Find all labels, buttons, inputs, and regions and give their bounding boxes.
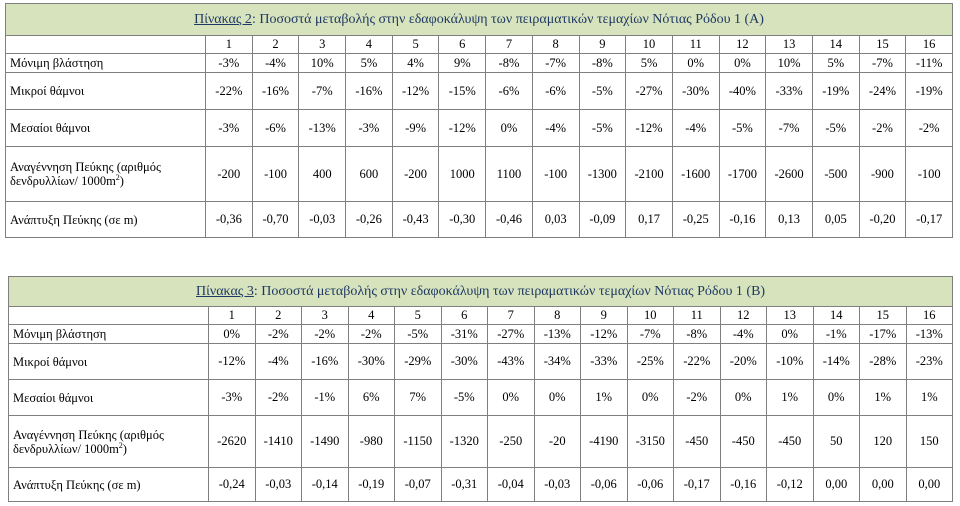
table-row — [6, 73, 953, 110]
table-cell: -0,03 — [255, 468, 302, 502]
table-cell: -19% — [812, 73, 859, 110]
table-3 — [8, 276, 953, 502]
table-cell: -0,25 — [672, 202, 719, 238]
column-header: 9 — [579, 36, 626, 54]
table-cell: -100 — [906, 147, 953, 202]
table-cell: -1300 — [579, 147, 626, 202]
table-cell: -0,09 — [579, 202, 626, 238]
column-header: 10 — [627, 307, 674, 325]
table-title-prefix: Πίνακας 3 — [195, 283, 254, 299]
table-cell: -30% — [672, 73, 719, 110]
table-cell: -12% — [439, 110, 486, 147]
table-cell: -23% — [906, 344, 953, 380]
table-cell: -200 — [392, 147, 439, 202]
table-cell: -0,17 — [906, 202, 953, 238]
table-cell: -28% — [860, 344, 907, 380]
table-cell: -450 — [767, 416, 814, 468]
table-cell: -1700 — [719, 147, 766, 202]
table-cell: -13% — [534, 325, 581, 344]
table-row — [6, 110, 953, 147]
table-cell: -6% — [532, 73, 579, 110]
table-cell: -0,30 — [439, 202, 486, 238]
table-cell: -1150 — [395, 416, 442, 468]
table-cell: -5% — [812, 110, 859, 147]
table-cell: -15% — [439, 73, 486, 110]
table-row — [6, 54, 953, 73]
table-cell: -4% — [255, 344, 302, 380]
row-label: Μεσαίοι θάμνοι — [9, 380, 209, 416]
table-cell: -30% — [441, 344, 488, 380]
column-header: 14 — [813, 307, 860, 325]
table-cell: -13% — [906, 325, 953, 344]
row-label: Αναγέννηση Πεύκης (αριθμός δενδρυλλίων/ $1000m^2$) — [9, 416, 209, 468]
row-label: Ανάπτυξη Πεύκης (σε m) — [6, 202, 206, 238]
table-cell: -500 — [812, 147, 859, 202]
column-header: 3 — [299, 36, 346, 54]
table-title-row — [9, 277, 953, 307]
table-cell: -0,12 — [767, 468, 814, 502]
column-header: 1 — [206, 36, 253, 54]
table-cell: -5% — [441, 380, 488, 416]
unit-superscript: 2 — [115, 172, 120, 182]
table-cell: -20% — [720, 344, 767, 380]
table-row — [9, 468, 953, 502]
table-cell: 0% — [209, 325, 256, 344]
table-cell: -16% — [252, 73, 299, 110]
table-cell: -13% — [299, 110, 346, 147]
table-cell: -43% — [488, 344, 535, 380]
table-cell: -100 — [532, 147, 579, 202]
table-cell: 0% — [813, 380, 860, 416]
table-cell: -22% — [674, 344, 721, 380]
table-cell: 0,13 — [766, 202, 813, 238]
table-cell: -900 — [859, 147, 906, 202]
table-cell: 1% — [581, 380, 628, 416]
table-cell: -20 — [534, 416, 581, 468]
table-cell: -1410 — [255, 416, 302, 468]
table-cell: -34% — [534, 344, 581, 380]
table-cell: -0,06 — [627, 468, 674, 502]
table-cell: -2% — [906, 110, 953, 147]
row-label: Αναγέννηση Πεύκης (αριθμός δενδρυλλίων/ $1000m^2$) — [6, 147, 206, 202]
column-header: 10 — [626, 36, 673, 54]
column-header: 5 — [392, 36, 439, 54]
table-cell: -7% — [299, 73, 346, 110]
table-cell: 10% — [766, 54, 813, 73]
table-cell: 150 — [906, 416, 953, 468]
table-cell: -980 — [348, 416, 395, 468]
table-cell: -1600 — [672, 147, 719, 202]
table-cell: -0,31 — [441, 468, 488, 502]
table-cell: -12% — [581, 325, 628, 344]
table-cell: 0,00 — [860, 468, 907, 502]
table-cell: -5% — [579, 73, 626, 110]
table-cell: -12% — [209, 344, 256, 380]
table-cell: 5% — [626, 54, 673, 73]
table-cell: -8% — [674, 325, 721, 344]
table-cell: 600 — [346, 147, 393, 202]
column-header: 16 — [906, 307, 953, 325]
table-cell: -3% — [209, 380, 256, 416]
table-cell: 1% — [860, 380, 907, 416]
table-cell: 0,03 — [532, 202, 579, 238]
table-cell: -3% — [346, 110, 393, 147]
table-cell: 0% — [534, 380, 581, 416]
table-cell: 0,00 — [906, 468, 953, 502]
table-cell: -25% — [627, 344, 674, 380]
column-header: 9 — [581, 307, 628, 325]
corner-cell — [6, 36, 206, 54]
table-cell: -19% — [906, 73, 953, 110]
table-cell: -11% — [906, 54, 953, 73]
table-cell: -4190 — [581, 416, 628, 468]
table-cell: 0% — [627, 380, 674, 416]
table-cell: -0,16 — [720, 468, 767, 502]
table-title-prefix: Πίνακας 2 — [194, 11, 252, 27]
table-cell: -33% — [581, 344, 628, 380]
column-header: 4 — [348, 307, 395, 325]
column-header: 12 — [720, 307, 767, 325]
table-cell: -9% — [392, 110, 439, 147]
table-cell: -0,36 — [206, 202, 253, 238]
table-cell: -250 — [488, 416, 535, 468]
table-cell: -27% — [488, 325, 535, 344]
column-header: 14 — [812, 36, 859, 54]
table-cell: -40% — [719, 73, 766, 110]
column-header: 13 — [766, 36, 813, 54]
table-cell: -0,14 — [302, 468, 349, 502]
table-cell: -6% — [486, 73, 533, 110]
column-header: 6 — [439, 36, 486, 54]
table-cell: -3% — [206, 110, 253, 147]
column-header: 4 — [346, 36, 393, 54]
table-cell: -100 — [252, 147, 299, 202]
column-header: 2 — [255, 307, 302, 325]
unit-superscript: 2 — [118, 440, 123, 450]
row-label: Μόνιμη βλάστηση — [6, 54, 206, 73]
table-cell: -29% — [395, 344, 442, 380]
table-cell: 120 — [860, 416, 907, 468]
table-cell: -33% — [766, 73, 813, 110]
table-cell: -12% — [626, 110, 673, 147]
column-header: 5 — [395, 307, 442, 325]
table-row — [9, 325, 953, 344]
table-cell: 5% — [346, 54, 393, 73]
table-cell: -2% — [255, 380, 302, 416]
table-cell: -0,06 — [581, 468, 628, 502]
corner-cell — [9, 307, 209, 325]
table-cell: -31% — [441, 325, 488, 344]
row-label: Μόνιμη βλάστηση — [9, 325, 209, 344]
column-header: 15 — [859, 36, 906, 54]
column-header: 7 — [488, 307, 535, 325]
column-header: 13 — [767, 307, 814, 325]
table-cell: 7% — [395, 380, 442, 416]
table-cell: 0,05 — [812, 202, 859, 238]
table-cell: -2600 — [766, 147, 813, 202]
table-cell: -450 — [720, 416, 767, 468]
table-cell: 0% — [672, 54, 719, 73]
table-cell: -7% — [766, 110, 813, 147]
column-header: 1 — [209, 307, 256, 325]
table-title — [9, 277, 953, 307]
table-cell: 1000 — [439, 147, 486, 202]
table-row — [9, 416, 953, 468]
table-title-text: : Ποσοστά μεταβολής στην εδαφοκάλυψη των πειραματικών τεμαχίων Νότιας Ρόδου 1 (Α) — [251, 11, 764, 27]
table-cell: -4% — [672, 110, 719, 147]
table-cell: -0,03 — [534, 468, 581, 502]
table-cell: 400 — [299, 147, 346, 202]
table-cell: 0,17 — [626, 202, 673, 238]
table-cell: -450 — [674, 416, 721, 468]
table-cell: -1320 — [441, 416, 488, 468]
row-label: Ανάπτυξη Πεύκης (σε m) — [9, 468, 209, 502]
table-title-text: : Ποσοστά μεταβολής στην εδαφοκάλυψη των πειραματικών τεμαχίων Νότιας Ρόδου 1 (Β) — [253, 283, 766, 299]
table-row — [6, 147, 953, 202]
table-cell: -2% — [255, 325, 302, 344]
table-cell: -0,07 — [395, 468, 442, 502]
table-cell: -1% — [813, 325, 860, 344]
table-cell: -17% — [860, 325, 907, 344]
row-label: Μεσαίοι θάμνοι — [6, 110, 206, 147]
table-cell: -14% — [813, 344, 860, 380]
table-cell: 0% — [486, 110, 533, 147]
table-cell: -16% — [302, 344, 349, 380]
table-cell: -1490 — [302, 416, 349, 468]
column-header: 12 — [719, 36, 766, 54]
row-label: Μικροί θάμνοι — [9, 344, 209, 380]
column-header: 2 — [252, 36, 299, 54]
table-cell: 0% — [488, 380, 535, 416]
table-cell: -8% — [486, 54, 533, 73]
table-cell: 1100 — [486, 147, 533, 202]
table-cell: -24% — [859, 73, 906, 110]
table-cell: -5% — [395, 325, 442, 344]
table-cell: -5% — [719, 110, 766, 147]
table-cell: -0,04 — [488, 468, 535, 502]
table-cell: -0,16 — [719, 202, 766, 238]
table-cell: -27% — [626, 73, 673, 110]
table-cell: 0,00 — [813, 468, 860, 502]
table-cell: -2100 — [626, 147, 673, 202]
table-cell: -0,24 — [209, 468, 256, 502]
table-cell: 9% — [439, 54, 486, 73]
table-cell: -5% — [579, 110, 626, 147]
table-cell: -0,46 — [486, 202, 533, 238]
table-cell: -7% — [627, 325, 674, 344]
table-title-row — [6, 4, 953, 36]
table-cell: 4% — [392, 54, 439, 73]
table-cell: -8% — [579, 54, 626, 73]
table-cell: -7% — [532, 54, 579, 73]
table-cell: -0,17 — [674, 468, 721, 502]
table-cell: -0,19 — [348, 468, 395, 502]
row-label: Μικροί θάμνοι — [6, 73, 206, 110]
table-cell: 10% — [299, 54, 346, 73]
column-header: 11 — [674, 307, 721, 325]
table-cell: -4% — [252, 54, 299, 73]
table-cell: 1% — [767, 380, 814, 416]
table-cell: -2% — [674, 380, 721, 416]
table-cell: -0,70 — [252, 202, 299, 238]
column-header-row — [9, 307, 953, 325]
table-cell: -3150 — [627, 416, 674, 468]
table-cell: -0,20 — [859, 202, 906, 238]
table-cell: -2620 — [209, 416, 256, 468]
table-cell: -0,03 — [299, 202, 346, 238]
column-header: 3 — [302, 307, 349, 325]
table-cell: -3% — [206, 54, 253, 73]
column-header: 8 — [532, 36, 579, 54]
table-cell: -7% — [859, 54, 906, 73]
table-cell: -22% — [206, 73, 253, 110]
table-cell: -4% — [720, 325, 767, 344]
table-cell: 0% — [767, 325, 814, 344]
table-cell: -200 — [206, 147, 253, 202]
column-header: 8 — [534, 307, 581, 325]
column-header-row — [6, 36, 953, 54]
table-cell: -0,43 — [392, 202, 439, 238]
column-header: 6 — [441, 307, 488, 325]
table-cell: 5% — [812, 54, 859, 73]
table-cell: -30% — [348, 344, 395, 380]
table-cell: 0% — [720, 380, 767, 416]
table-cell: -12% — [392, 73, 439, 110]
table-row — [6, 202, 953, 238]
table-cell: 6% — [348, 380, 395, 416]
table-cell: -10% — [767, 344, 814, 380]
column-header: 11 — [672, 36, 719, 54]
table-title — [6, 4, 953, 36]
table-cell: -16% — [346, 73, 393, 110]
table-cell: -4% — [532, 110, 579, 147]
table-cell: -2% — [348, 325, 395, 344]
column-header: 7 — [486, 36, 533, 54]
table-cell: -2% — [302, 325, 349, 344]
table-cell: 0% — [719, 54, 766, 73]
table-row — [9, 380, 953, 416]
table-2 — [5, 3, 953, 238]
column-header: 16 — [906, 36, 953, 54]
table-cell: -0,26 — [346, 202, 393, 238]
table-cell: -2% — [859, 110, 906, 147]
table-cell: -1% — [302, 380, 349, 416]
table-cell: 1% — [906, 380, 953, 416]
table-cell: 50 — [813, 416, 860, 468]
table-cell: -6% — [252, 110, 299, 147]
column-header: 15 — [860, 307, 907, 325]
table-row — [9, 344, 953, 380]
